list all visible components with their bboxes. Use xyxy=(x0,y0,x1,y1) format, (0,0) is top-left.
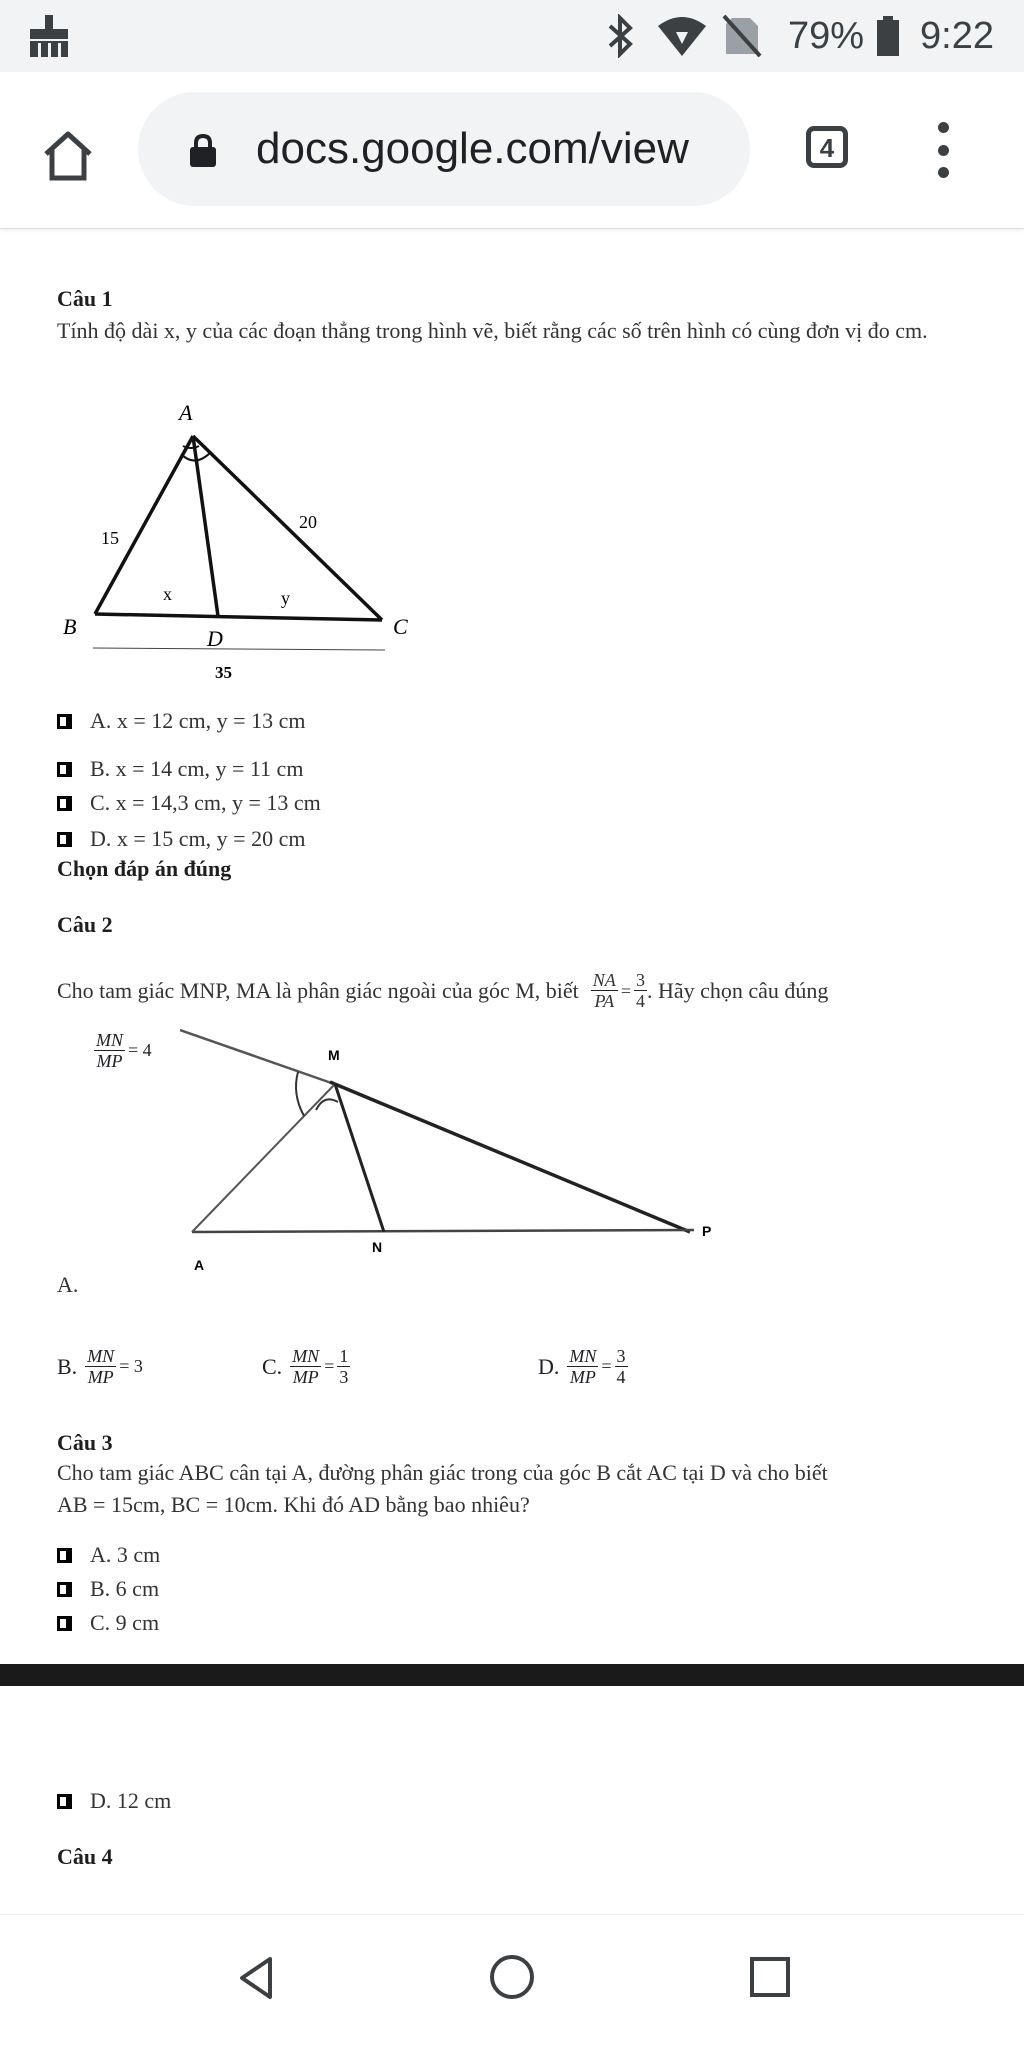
recents-button[interactable] xyxy=(748,1955,792,2004)
q2-option-a-label[interactable]: A. xyxy=(57,1272,79,1297)
checkbox-icon[interactable] xyxy=(57,1548,72,1563)
q1-option-c[interactable]: C. x = 14,3 cm, y = 13 cm xyxy=(57,790,321,816)
figure-length-bc: 35 xyxy=(215,663,232,682)
figure-label-a: A xyxy=(194,1257,205,1273)
checkbox-icon[interactable] xyxy=(57,1794,72,1809)
menu-dot-icon xyxy=(938,122,949,133)
menu-dot-icon xyxy=(938,167,949,178)
back-button[interactable] xyxy=(236,1955,276,2006)
checkbox-icon[interactable] xyxy=(57,714,72,729)
android-nav-bar xyxy=(0,1914,1024,2049)
home-nav-button[interactable] xyxy=(488,1953,536,2006)
checkbox-icon[interactable] xyxy=(57,796,72,811)
figure-label-n: N xyxy=(372,1239,383,1255)
bluetooth-icon xyxy=(606,0,636,72)
page-divider xyxy=(0,1664,1024,1686)
q3-option-a[interactable]: A. 3 cm xyxy=(57,1542,160,1568)
figure-label-d: D xyxy=(207,626,223,651)
figure-length-ac: 20 xyxy=(299,512,317,532)
url-text: docs.google.com/view xyxy=(256,124,689,173)
q2-option-a-formula: $\frac{MN}{MP}$ = 4 xyxy=(96,1030,152,1071)
figure-label-a: A xyxy=(179,400,193,425)
question-3-line-1: Cho tam giác ABC cân tại A, đường phân giác trong của góc B cắt AC tại D và cho biết xyxy=(57,1460,828,1485)
figure-length-y: y xyxy=(281,588,290,608)
more-menu-button[interactable] xyxy=(930,122,956,178)
tab-switcher-button[interactable]: 4 xyxy=(806,126,848,168)
figure-length-ab: 15 xyxy=(101,528,119,548)
question-1-title: Câu 1 xyxy=(57,286,113,311)
question-3-line-2: AB = 15cm, BC = 10cm. Khi đó AD bằng bao nhiêu? xyxy=(57,1492,530,1517)
q1-option-d[interactable]: D. x = 15 cm, y = 20 cm xyxy=(57,826,305,852)
question-2-title: Câu 2 xyxy=(57,912,113,937)
triangle-mnp-figure xyxy=(180,1020,740,1280)
no-sim-icon xyxy=(722,0,762,72)
figure-label-p: P xyxy=(702,1223,712,1239)
q3-option-b[interactable]: B. 6 cm xyxy=(57,1576,159,1602)
home-button[interactable] xyxy=(32,120,104,192)
app-notification-icon xyxy=(26,0,72,72)
address-bar[interactable] xyxy=(138,92,750,206)
question-2-text: Cho tam giác MNP, MA là phân giác ngoài của góc M, biết $\frac{NA}{PA}$ = $\frac{3}{4}$ . Hãy chọn câu đúng xyxy=(57,970,829,1011)
home-icon xyxy=(41,130,95,182)
question-1-text: Tính độ dài x, y của các đoạn thẳng trong hình vẽ, biết rằng các số trên hình có cùng đơn vị đo cm. xyxy=(57,318,928,343)
figure-label-m: M xyxy=(328,1047,340,1063)
q1-option-b[interactable]: B. x = 14 cm, y = 11 cm xyxy=(57,756,303,782)
figure-label-c: C xyxy=(393,614,408,639)
q2-option-b[interactable]: B. $\frac{MN}{MP}$ = 3 xyxy=(57,1346,143,1387)
recents-square-icon xyxy=(748,1955,792,1999)
browser-toolbar xyxy=(0,72,1024,229)
wifi-icon xyxy=(656,0,708,72)
checkbox-icon[interactable] xyxy=(57,1582,72,1597)
checkbox-icon[interactable] xyxy=(57,832,72,847)
question-3-title: Câu 3 xyxy=(57,1430,113,1455)
q1-option-a[interactable]: A. x = 12 cm, y = 13 cm xyxy=(57,708,305,734)
lock-icon xyxy=(188,134,218,168)
menu-dot-icon xyxy=(938,145,949,156)
home-circle-icon xyxy=(488,1953,536,2001)
status-bar xyxy=(0,0,1024,72)
q2-option-d[interactable]: D. $\frac{MN}{MP}$ = $\frac{3}{4}$ xyxy=(538,1346,626,1387)
figure-length-x: x xyxy=(163,584,172,604)
question-4-title: Câu 4 xyxy=(57,1844,113,1869)
back-triangle-icon xyxy=(236,1955,276,2001)
clock: 9:22 xyxy=(920,14,994,57)
q2-option-c[interactable]: C. $\frac{MN}{MP}$ = $\frac{1}{3}$ xyxy=(262,1346,349,1387)
checkbox-icon[interactable] xyxy=(57,762,72,777)
q1-prompt: Chọn đáp án đúng xyxy=(57,856,232,881)
checkbox-icon[interactable] xyxy=(57,1616,72,1631)
q3-option-c[interactable]: C. 9 cm xyxy=(57,1610,159,1636)
triangle-abc-figure xyxy=(55,392,435,692)
figure-label-b: B xyxy=(63,614,77,639)
battery-icon xyxy=(876,0,900,72)
q3-option-d[interactable]: D. 12 cm xyxy=(57,1788,171,1814)
battery-percent: 79% xyxy=(788,14,865,57)
